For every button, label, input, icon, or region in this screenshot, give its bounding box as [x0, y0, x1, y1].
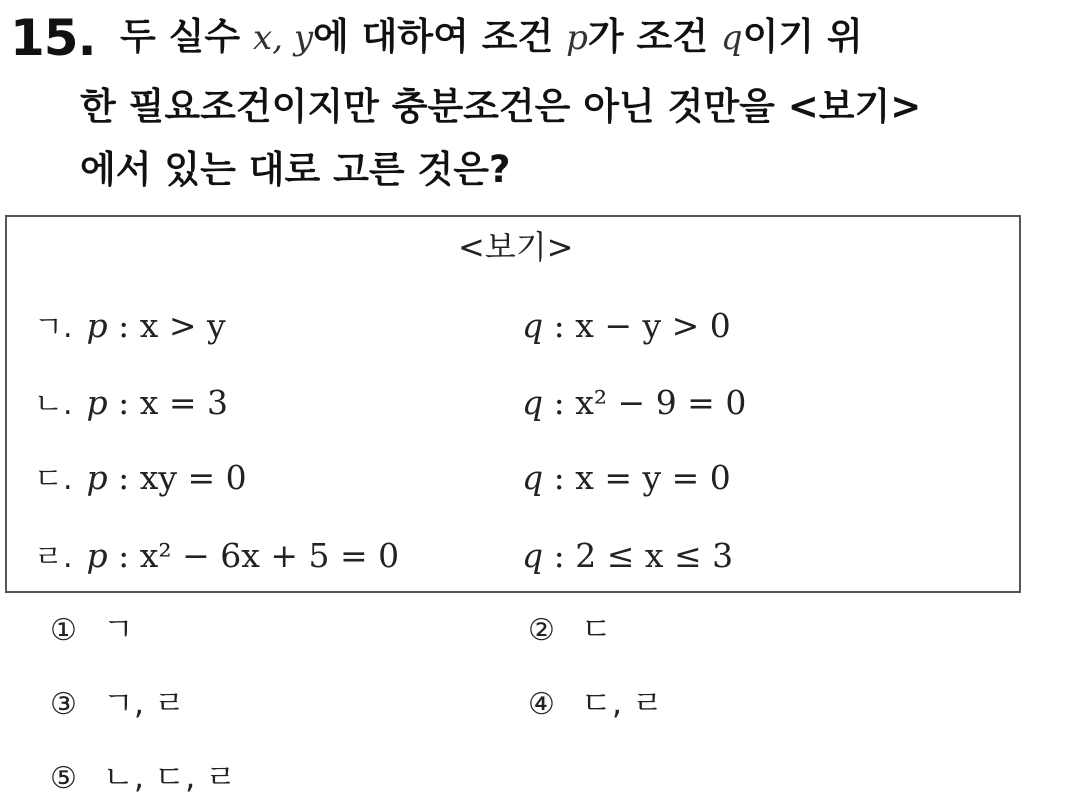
bogi-item-p — [34, 453, 247, 505]
var-q: q — [720, 18, 743, 58]
condition-p-symbol: p — [86, 458, 108, 497]
item-label: ㄱ. — [34, 310, 73, 345]
condition-q-expr: : x − y > 0 — [543, 306, 731, 345]
choice-number: ② — [528, 613, 555, 648]
question-line-1-text: 가 조건 — [587, 15, 721, 58]
condition-p-expr: : x > y — [107, 306, 226, 345]
item-label: ㄴ. — [34, 387, 73, 422]
choice-number: ① — [50, 613, 77, 648]
condition-p-expr: : x = 3 — [107, 383, 228, 422]
condition-p-expr: : xy = 0 — [107, 458, 247, 497]
choice-text: ㄱ — [102, 610, 134, 648]
question-line-2: 한 필요조건이지만 충분조건은 아닌 것만을 <보기> — [80, 85, 922, 128]
var-p: p — [566, 18, 588, 58]
bogi-item-p — [34, 301, 226, 353]
var-x: x — [253, 18, 273, 58]
choice-number: ④ — [528, 687, 555, 722]
question-number: 15. — [10, 9, 96, 67]
choice-text: ㄷ — [580, 610, 612, 648]
item-label: ㄹ. — [34, 540, 73, 575]
condition-p-expr: : x² − 6x + 5 = 0 — [107, 536, 400, 575]
bogi-item-p — [34, 378, 228, 430]
choice-text: ㄱ, ㄹ — [102, 684, 186, 722]
answer-choice-2[interactable] — [528, 604, 612, 656]
question-line-1-text: 에 대하여 조건 — [313, 15, 567, 58]
choice-number: ③ — [50, 687, 77, 722]
condition-p-symbol: p — [86, 306, 108, 345]
answer-choice-3[interactable] — [50, 678, 185, 730]
condition-q-symbol: q — [522, 536, 544, 575]
bogi-item-q — [522, 453, 731, 503]
bogi-item-q — [522, 301, 731, 351]
condition-p-symbol: p — [86, 536, 108, 575]
answer-choice-5[interactable] — [50, 752, 236, 804]
var-y: y — [293, 18, 314, 58]
bogi-title: <보기> — [458, 228, 574, 266]
comma: , — [272, 18, 294, 58]
condition-q-expr: : x² − 9 = 0 — [543, 383, 747, 422]
question-line-1-text: 이기 위 — [742, 15, 863, 58]
answer-choice-1[interactable] — [50, 604, 134, 656]
condition-q-symbol: q — [522, 383, 544, 422]
bogi-item-q — [522, 378, 746, 428]
choice-text: ㄷ, ㄹ — [580, 684, 664, 722]
question-line-1-text: 두 실수 — [120, 15, 253, 58]
condition-p-symbol: p — [86, 383, 108, 422]
choice-text: ㄴ, ㄷ, ㄹ — [102, 758, 237, 796]
question-line-1 — [120, 12, 863, 63]
bogi-item-q — [522, 531, 733, 581]
question-line-3: 에서 있는 대로 고른 것은? — [80, 148, 511, 191]
condition-q-expr: : x = y = 0 — [543, 458, 731, 497]
item-label: ㄷ. — [34, 462, 73, 497]
bogi-item-p — [34, 531, 399, 583]
choice-number: ⑤ — [50, 761, 77, 796]
condition-q-symbol: q — [522, 306, 544, 345]
condition-q-expr: : 2 ≤ x ≤ 3 — [543, 536, 734, 575]
condition-q-symbol: q — [522, 458, 544, 497]
answer-choice-4[interactable] — [528, 678, 663, 730]
